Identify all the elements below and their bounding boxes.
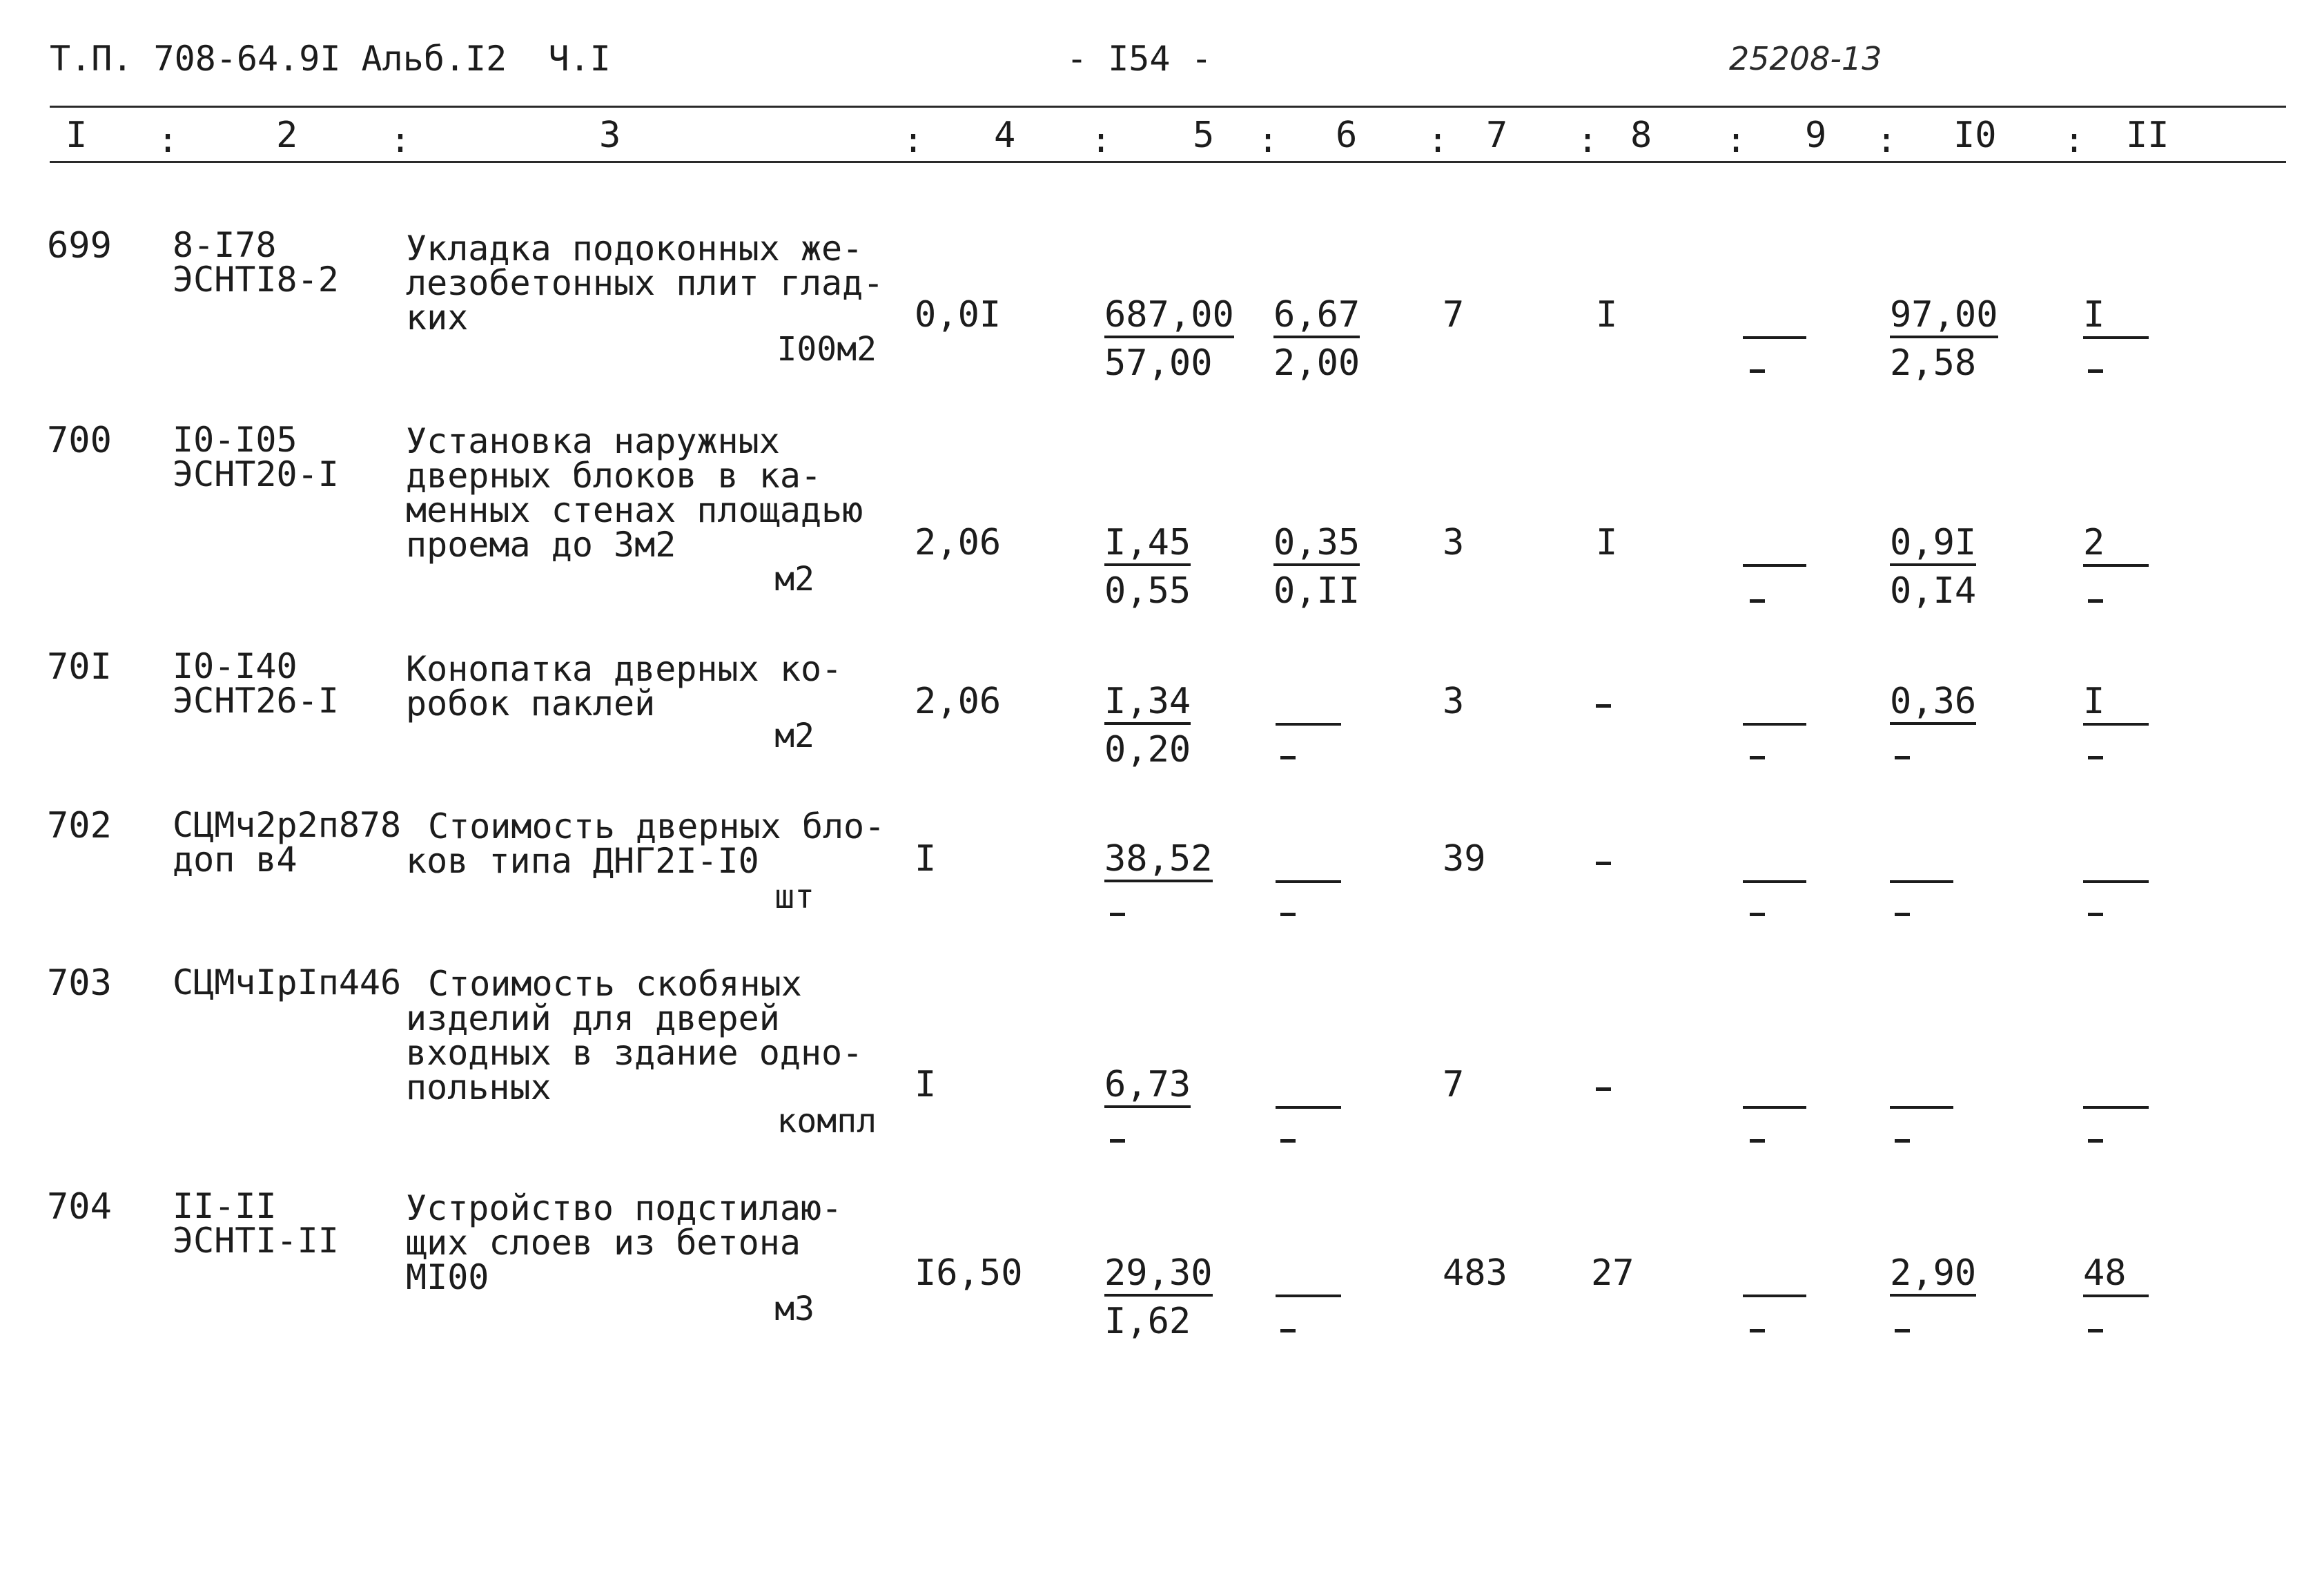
- empty-value-dash: [1280, 756, 1296, 759]
- labor-fraction: 0,36: [1890, 683, 1976, 725]
- work-description: Укладка подоконных же- лезобетонных плит глад- ких: [406, 229, 884, 338]
- total-cost: 39: [1443, 838, 1486, 880]
- empty-value-dash: [1743, 336, 1806, 339]
- column-header-8: 8: [1630, 115, 1652, 156]
- empty-value-dash: [1280, 1139, 1296, 1143]
- empty-value-dash: [1743, 1106, 1806, 1109]
- unit-of-measure: компл: [777, 1102, 877, 1141]
- underline: [2083, 1295, 2149, 1297]
- rate-code: СЦМч2р2п878 доп в4: [173, 805, 402, 880]
- document-reference: Т.П. 708-64.9I Альб.I2 Ч.I: [50, 39, 611, 79]
- quantity: 2,06: [915, 522, 1002, 563]
- row-number: 70I: [47, 646, 112, 688]
- empty-value-dash: [1750, 913, 1765, 916]
- empty-value-dash: [1890, 1106, 1953, 1109]
- unit-of-measure: м2: [774, 717, 814, 755]
- column-header-5: 5: [1193, 115, 1215, 156]
- unit-cost-fraction: $\frac{687,00}{57,00}$: [1104, 294, 1234, 384]
- header-rule-bottom: [50, 161, 2286, 163]
- total-labor: 48: [2083, 1252, 2127, 1294]
- rate-code: I0-I05 ЭСНТ20-I: [173, 420, 339, 494]
- column-separator: :: [1427, 120, 1449, 160]
- unit-of-measure: м3: [774, 1290, 814, 1328]
- empty-value-dash: [2083, 1106, 2149, 1109]
- column-separator: :: [1258, 120, 1279, 160]
- wage-fraction: $\frac{0,35}{0,II}$: [1273, 522, 1360, 612]
- work-description: Устройство подстилаю- щих слоев из бетона МI00: [406, 1188, 843, 1297]
- empty-value-dash: [1280, 913, 1296, 916]
- total-cost: 7: [1443, 294, 1465, 336]
- archive-number: 25208-13: [1729, 40, 1882, 77]
- empty-value-dash: [1743, 723, 1806, 726]
- empty-value-dash: [1280, 1329, 1296, 1332]
- quantity: 2,06: [915, 681, 1002, 722]
- empty-value-dash: [1110, 1139, 1125, 1143]
- empty-value-dash: [2088, 1329, 2103, 1332]
- underline: [2083, 564, 2149, 567]
- empty-value-dash: [1276, 723, 1341, 726]
- total-wage: 27: [1591, 1252, 1634, 1294]
- header-rule-top: [50, 106, 2286, 108]
- rate-code: II-II ЭСНТI-II: [173, 1186, 339, 1261]
- empty-value-dash: [1895, 756, 1910, 759]
- empty-value-dash: [1743, 1295, 1806, 1297]
- empty-value-dash: [1895, 1139, 1910, 1143]
- unit-cost-fraction: 38,52: [1104, 841, 1213, 882]
- column-header-9: 9: [1805, 115, 1827, 156]
- labor-fraction: $\frac{0,9I}{0,I4}$: [1890, 522, 1977, 612]
- rate-code: СЦМчIрIп446: [173, 962, 402, 1002]
- column-header-11: II: [2126, 115, 2169, 156]
- total-wage: I: [1596, 294, 1618, 336]
- empty-value-dash: [1750, 756, 1765, 759]
- empty-value-dash: [1276, 1106, 1341, 1109]
- total-labor: I: [2083, 294, 2105, 336]
- empty-value-dash: [1743, 880, 1806, 883]
- empty-value-dash: [1276, 1295, 1341, 1297]
- column-header-1: I: [66, 115, 88, 156]
- column-separator: :: [1091, 120, 1112, 160]
- labor-fraction: 2,90: [1890, 1255, 1976, 1297]
- underline: [2083, 336, 2149, 339]
- column-header-6: 6: [1336, 115, 1358, 156]
- column-header-7: 7: [1486, 115, 1508, 156]
- empty-value-dash: [1743, 564, 1806, 567]
- unit-cost-fraction: 6,73: [1104, 1067, 1191, 1108]
- unit-of-measure: шт: [774, 878, 814, 916]
- total-wage: I: [1596, 522, 1618, 563]
- empty-value-dash: [1276, 880, 1341, 883]
- rate-code: I0-I40 ЭСНТ26-I: [173, 646, 339, 721]
- work-description: Установка наружных дверных блоков в ка- менных стенах площадью проема до 3м2: [406, 421, 863, 565]
- wage-fraction: $\frac{6,67}{2,00}$: [1273, 294, 1360, 384]
- column-separator: :: [157, 120, 179, 160]
- row-number: 700: [47, 420, 112, 461]
- work-description: Стоимость скобяных изделий для дверей входных в здание одно- польных: [406, 964, 863, 1107]
- quantity: I: [915, 1064, 937, 1105]
- quantity: 0,0I: [915, 294, 1002, 336]
- unit-cost-fraction: $\frac{29,30}{I,62}$: [1104, 1252, 1213, 1342]
- labor-fraction: $\frac{97,00}{2,58}$: [1890, 294, 1998, 384]
- column-header-3: 3: [599, 115, 621, 156]
- empty-value-dash: [1895, 1329, 1910, 1332]
- column-separator: :: [1726, 120, 1747, 160]
- total-cost: 483: [1443, 1252, 1507, 1294]
- quantity: I: [915, 838, 937, 880]
- unit-of-measure: м2: [774, 560, 814, 599]
- page-number: - I54 -: [1066, 39, 1212, 79]
- quantity: I6,50: [915, 1252, 1023, 1294]
- work-description: Конопатка дверных ко- робок паклей: [406, 649, 843, 724]
- column-separator: :: [1876, 120, 1897, 160]
- column-separator: :: [903, 120, 924, 160]
- empty-value-dash: [2088, 756, 2103, 759]
- empty-value-dash: [1750, 369, 1765, 373]
- empty-value-dash: [1596, 862, 1611, 865]
- empty-value-dash: [1750, 1329, 1765, 1332]
- total-cost: 7: [1443, 1064, 1465, 1105]
- empty-value-dash: [2088, 913, 2103, 916]
- empty-value-dash: [1750, 1139, 1765, 1143]
- empty-value-dash: [2088, 599, 2103, 603]
- column-header-4: 4: [994, 115, 1016, 156]
- empty-value-dash: [1596, 704, 1611, 708]
- row-number: 704: [47, 1186, 112, 1228]
- underline: [2083, 723, 2149, 726]
- empty-value-dash: [1895, 913, 1910, 916]
- row-number: 702: [47, 805, 112, 846]
- column-separator: :: [1577, 120, 1599, 160]
- empty-value-dash: [2088, 369, 2103, 373]
- column-separator: :: [2064, 120, 2085, 160]
- work-description: Стоимость дверных бло- ков типа ДНГ2I-I0: [406, 806, 886, 881]
- total-cost: 3: [1443, 522, 1465, 563]
- unit-of-measure: I00м2: [777, 330, 877, 369]
- total-cost: 3: [1443, 681, 1465, 722]
- empty-value-dash: [1110, 913, 1125, 916]
- column-header-2: 2: [276, 115, 298, 156]
- empty-value-dash: [2088, 1139, 2103, 1143]
- empty-value-dash: [2083, 880, 2149, 883]
- row-number: 703: [47, 962, 112, 1004]
- row-number: 699: [47, 225, 112, 266]
- unit-cost-fraction: $\frac{I,45}{0,55}$: [1104, 522, 1191, 612]
- total-labor: 2: [2083, 522, 2105, 563]
- empty-value-dash: [1750, 599, 1765, 603]
- empty-value-dash: [1890, 880, 1953, 883]
- rate-code: 8-I78 ЭСНТI8-2: [173, 225, 339, 300]
- column-header-10: I0: [1953, 115, 1997, 156]
- empty-value-dash: [1596, 1087, 1611, 1091]
- unit-cost-fraction: $\frac{I,34}{0,20}$: [1104, 681, 1191, 770]
- column-separator: :: [390, 120, 411, 160]
- total-labor: I: [2083, 681, 2105, 722]
